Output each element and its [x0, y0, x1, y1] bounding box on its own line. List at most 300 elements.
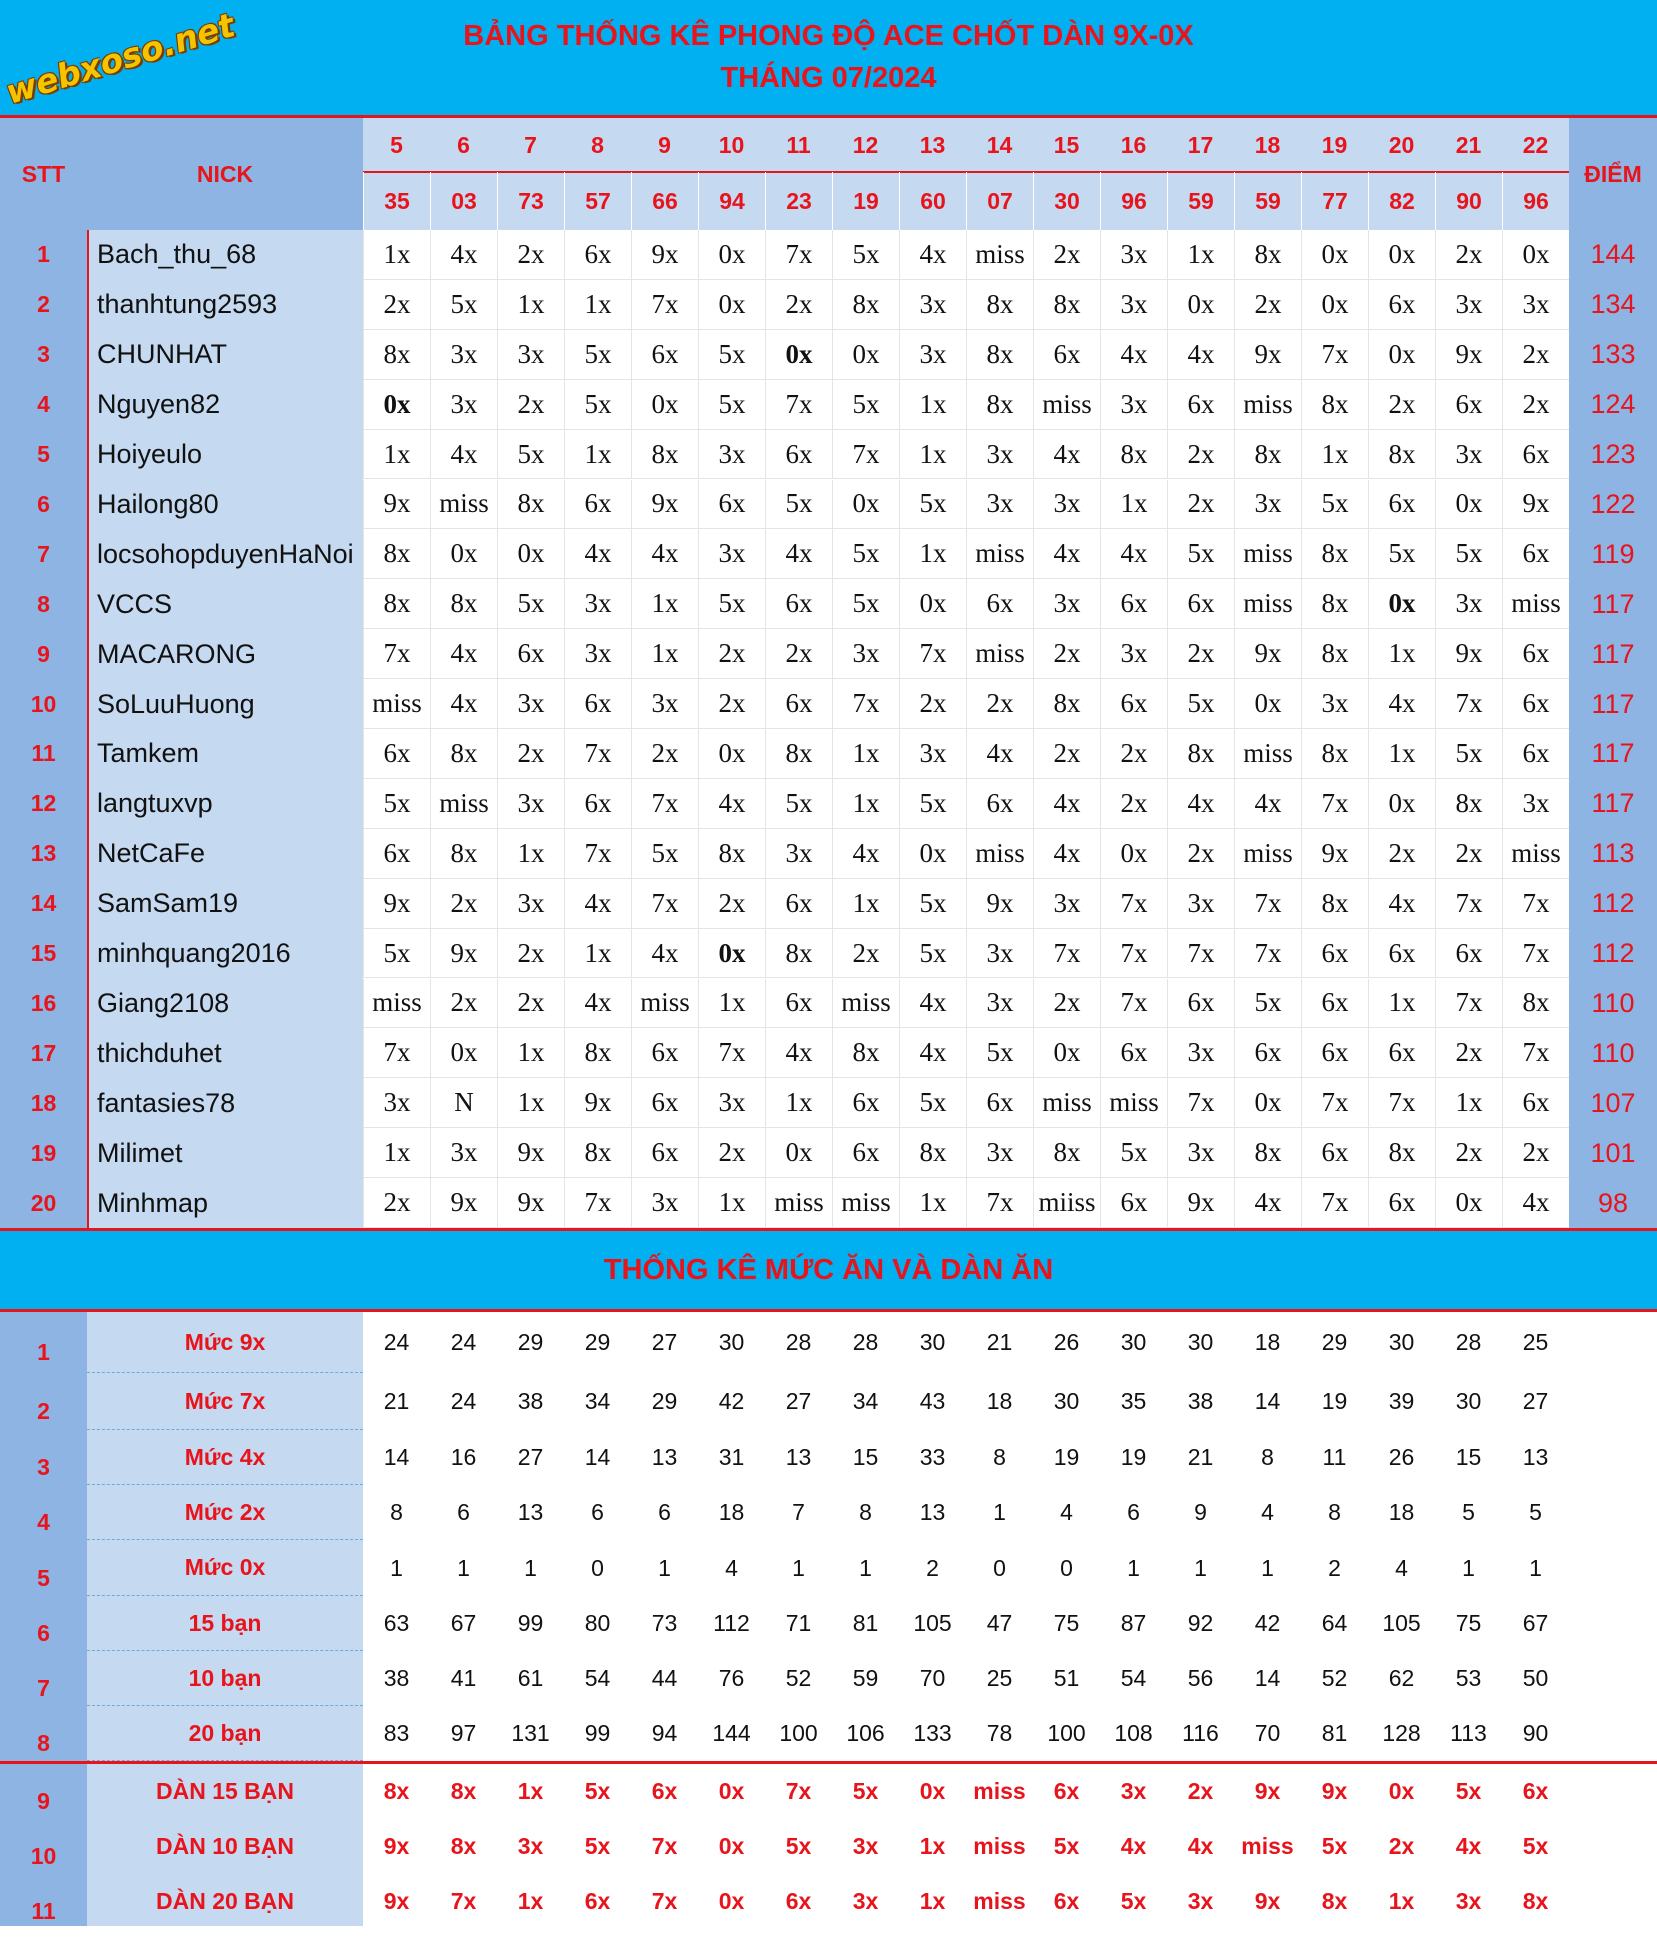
stats-cell: 128	[1382, 1720, 1421, 1746]
result-cell: 5x	[1368, 529, 1435, 579]
result-cell: 6x	[1502, 629, 1569, 679]
dan-label: DÀN 20 BẠN	[155, 1888, 295, 1914]
stats-cell: 47	[986, 1610, 1013, 1636]
stats-cell: 34	[852, 1388, 879, 1414]
result-cell: 3x	[899, 729, 966, 779]
result-cell: 4x	[1368, 879, 1435, 929]
result-cell: miss	[966, 829, 1033, 879]
result-cell: 2x	[1435, 230, 1502, 280]
result-cell: 8x	[564, 1128, 631, 1178]
result-cell: 0x	[430, 529, 497, 579]
result-cell: 2x	[698, 1128, 765, 1178]
result-cell: 6x	[765, 679, 832, 729]
stats-cell: 1	[457, 1554, 470, 1581]
result-cell: 3x	[1167, 1028, 1234, 1078]
dan-cell: 5x	[1053, 1833, 1080, 1859]
result-cell: 8x	[1033, 679, 1100, 729]
result-cell: 6x	[564, 480, 631, 530]
dan-cell: 0x	[1388, 1778, 1415, 1804]
stats-cell: 13	[517, 1499, 544, 1525]
stats-cell: 14	[1254, 1665, 1281, 1691]
dan-cell: 5x	[785, 1833, 812, 1859]
result-cell: miiss	[1033, 1178, 1100, 1228]
stats-cell: 14	[1254, 1388, 1281, 1414]
stats-cell: 0	[993, 1554, 1006, 1581]
result-cell: 4x	[430, 230, 497, 280]
stats-cell: 44	[651, 1665, 678, 1691]
stats-cell: 105	[1382, 1610, 1421, 1636]
result-cell: 7x	[1435, 879, 1502, 929]
result-cell: 6x	[1100, 579, 1167, 629]
dan-cell: 9x	[1254, 1778, 1281, 1804]
row-score: 107	[1590, 1087, 1636, 1118]
day-header: 7	[524, 131, 537, 158]
result-cell: 4x	[1368, 679, 1435, 729]
result-cell: 3x	[966, 1128, 1033, 1178]
day-header: 14	[986, 131, 1013, 158]
stats-cell: 30	[1187, 1329, 1214, 1355]
dan-cell: 1x	[919, 1888, 946, 1914]
result-cell: 3x	[1502, 779, 1569, 829]
stats-cell: 35	[1120, 1388, 1147, 1414]
result-cell: 9x	[631, 230, 698, 280]
stats-label: Mức 2x	[87, 1485, 363, 1540]
result-cell: 0x	[1033, 1028, 1100, 1078]
stats-cell: 80	[584, 1610, 611, 1636]
result-cell: 8x	[966, 380, 1033, 430]
result-cell: 9x	[966, 879, 1033, 929]
stats-cell: 26	[1053, 1329, 1080, 1355]
result-cell: 2x	[1033, 629, 1100, 679]
stats-cell: 29	[1321, 1329, 1348, 1355]
stats-cell: 144	[712, 1720, 751, 1746]
dan-cell: 5x	[1321, 1833, 1348, 1859]
result-header: 59	[1234, 172, 1301, 230]
stats-cell: 70	[1254, 1720, 1281, 1746]
stats-cell: 6	[1127, 1499, 1140, 1525]
stats-cell: 27	[651, 1329, 678, 1355]
stats-cell: 9	[1194, 1499, 1207, 1525]
stats-cell: 70	[919, 1665, 946, 1691]
result-cell: 1x	[899, 380, 966, 430]
result-cell: 8x	[1301, 879, 1368, 929]
stats-cell: 113	[1450, 1720, 1487, 1746]
result-cell: 3x	[698, 529, 765, 579]
result-cell: 0x	[1100, 829, 1167, 879]
row-stt: 10	[30, 690, 57, 717]
result-cell: 6x	[1368, 480, 1435, 530]
result-cell: 2x	[430, 879, 497, 929]
result-cell: 8x	[966, 330, 1033, 380]
result-cell: 0x	[698, 729, 765, 779]
result-cell: 4x	[1502, 1178, 1569, 1228]
row-stt: 13	[30, 840, 57, 867]
result-cell: 2x	[1234, 280, 1301, 330]
result-cell: 1x	[1435, 1078, 1502, 1128]
result-cell: 5x	[1167, 529, 1234, 579]
dan-cell: 5x	[852, 1778, 879, 1804]
stats-cell: 99	[584, 1720, 611, 1746]
result-cell: 2x	[698, 629, 765, 679]
stats-cell: 19	[1053, 1444, 1080, 1470]
result-cell: miss	[430, 779, 497, 829]
stats-cell: 34	[584, 1388, 611, 1414]
stats-cell: 30	[1120, 1329, 1147, 1355]
row-score: 144	[1590, 239, 1636, 270]
day-header: 17	[1187, 131, 1214, 158]
result-cell: 0x	[1301, 230, 1368, 280]
result-cell: 8x	[765, 729, 832, 779]
result-cell: 5x	[430, 280, 497, 330]
result-cell: 6x	[1502, 1078, 1569, 1128]
stats-cell: 75	[1455, 1610, 1482, 1636]
result-cell: 0x	[1368, 230, 1435, 280]
result-cell: 4x	[899, 1028, 966, 1078]
result-cell: 8x	[1502, 979, 1569, 1029]
result-cell: 2x	[1167, 430, 1234, 480]
dan-stt: 9	[37, 1788, 50, 1814]
result-cell: 3x	[631, 1178, 698, 1228]
result-cell: 4x	[564, 879, 631, 929]
dan-cell: 1x	[919, 1833, 946, 1859]
result-cell: 8x	[363, 529, 430, 579]
stats-cell: 4	[1395, 1554, 1408, 1581]
result-cell: 8x	[1301, 380, 1368, 430]
result-cell: 5x	[698, 579, 765, 629]
result-cell: 6x	[1100, 1178, 1167, 1228]
result-cell: 6x	[1435, 380, 1502, 430]
dan-cell: miss	[973, 1833, 1026, 1859]
result-cell: 3x	[1435, 280, 1502, 330]
result-cell: 9x	[497, 1128, 564, 1178]
row-stt: 19	[30, 1139, 57, 1166]
result-cell: 6x	[1502, 679, 1569, 729]
result-cell: 0x	[497, 529, 564, 579]
dan-cell: 1x	[517, 1778, 544, 1804]
result-cell: miss	[966, 529, 1033, 579]
result-header: 35	[363, 172, 430, 230]
result-header: 07	[966, 172, 1033, 230]
row-nick: CHUNHAT	[97, 339, 227, 370]
result-cell: 6x	[698, 480, 765, 530]
row-stt: 15	[30, 940, 57, 967]
row-score: 124	[1590, 389, 1636, 420]
stats-cell: 56	[1187, 1665, 1214, 1691]
dan-cell: 9x	[1254, 1888, 1281, 1914]
stats-cell: 5	[1529, 1499, 1542, 1525]
result-cell: 8x	[1368, 1128, 1435, 1178]
result-cell: 9x	[1435, 330, 1502, 380]
result-cell: 0x	[363, 380, 430, 430]
result-cell: 7x	[832, 430, 899, 480]
result-cell: 4x	[765, 529, 832, 579]
stats-cell: 25	[986, 1665, 1013, 1691]
row-stt: 7	[37, 540, 50, 567]
stats-cell: 18	[986, 1388, 1013, 1414]
stats-cell: 21	[986, 1329, 1013, 1355]
stats-cell: 1	[658, 1554, 671, 1581]
result-cell: 3x	[966, 480, 1033, 530]
result-cell: 1x	[497, 829, 564, 879]
result-cell: 2x	[497, 230, 564, 280]
stats-cell: 18	[718, 1499, 745, 1525]
row-score: 113	[1591, 838, 1635, 869]
result-cell: 2x	[363, 1178, 430, 1228]
result-cell: 6x	[363, 729, 430, 779]
result-cell: 3x	[1100, 230, 1167, 280]
stats-cell: 27	[517, 1444, 544, 1470]
dan-cell: 3x	[852, 1888, 879, 1914]
stats-cell: 19	[1321, 1388, 1348, 1414]
stats-cell: 1	[1462, 1554, 1475, 1581]
stats-cell: 4	[1261, 1499, 1274, 1525]
result-cell: 6x	[765, 579, 832, 629]
result-cell: miss	[363, 979, 430, 1029]
dan-cell: 3x	[1120, 1778, 1147, 1804]
stats-cell: 15	[852, 1444, 879, 1470]
result-cell: 0x	[1167, 280, 1234, 330]
result-cell: 8x	[430, 579, 497, 629]
result-cell: 1x	[899, 529, 966, 579]
result-cell: 4x	[1033, 529, 1100, 579]
result-cell: 2x	[1435, 829, 1502, 879]
result-cell: 3x	[564, 629, 631, 679]
result-cell: 7x	[1167, 1078, 1234, 1128]
dan-label: DÀN 15 BẠN	[155, 1778, 295, 1804]
result-cell: 2x	[698, 879, 765, 929]
result-cell: miss	[765, 1178, 832, 1228]
stats-cell: 1	[524, 1554, 537, 1581]
result-cell: 6x	[765, 879, 832, 929]
stats-cell: 13	[1522, 1444, 1549, 1470]
dan-cell: 8x	[1522, 1888, 1549, 1914]
result-header: 96	[1100, 172, 1167, 230]
stats-cell: 38	[1187, 1388, 1214, 1414]
stats-cell: 76	[718, 1665, 745, 1691]
result-cell: 3x	[430, 380, 497, 430]
result-cell: 1x	[564, 430, 631, 480]
result-cell: 8x	[1301, 729, 1368, 779]
row-nick: VCCS	[97, 588, 173, 619]
page-subtitle: THÁNG 07/2024	[720, 62, 937, 94]
result-cell: 7x	[1234, 929, 1301, 979]
stats-stt: 6	[37, 1620, 50, 1646]
dan-stt: 11	[31, 1898, 56, 1924]
result-cell: miss	[1502, 579, 1569, 629]
row-stt: 14	[30, 890, 57, 917]
stats-cell: 133	[913, 1720, 952, 1746]
stats-label: 20 bạn	[87, 1706, 363, 1761]
stats-cell: 67	[450, 1610, 477, 1636]
result-cell: miss	[1033, 1078, 1100, 1128]
row-stt: 5	[37, 441, 50, 468]
stats-cell: 14	[584, 1444, 611, 1470]
stats-cell: 15	[1455, 1444, 1482, 1470]
dan-cell: 0x	[718, 1778, 745, 1804]
result-cell: 2x	[1167, 629, 1234, 679]
result-cell: 6x	[1301, 979, 1368, 1029]
result-cell: 5x	[832, 579, 899, 629]
dan-cell: 5x	[584, 1778, 611, 1804]
result-cell: 3x	[899, 280, 966, 330]
stats-cell: 67	[1522, 1610, 1549, 1636]
result-cell: 5x	[497, 430, 564, 480]
stats-cell: 1	[993, 1499, 1006, 1525]
day-header: 20	[1388, 131, 1415, 158]
result-cell: 4x	[1033, 779, 1100, 829]
result-cell: 7x	[1435, 679, 1502, 729]
result-cell: 5x	[832, 529, 899, 579]
stats-cell: 0	[591, 1554, 604, 1581]
result-cell: 7x	[1100, 929, 1167, 979]
result-cell: 4x	[966, 729, 1033, 779]
result-cell: 7x	[1167, 929, 1234, 979]
result-cell: 1x	[899, 1178, 966, 1228]
result-cell: 5x	[1435, 729, 1502, 779]
result-cell: 4x	[1033, 829, 1100, 879]
result-cell: 8x	[966, 280, 1033, 330]
stats-cell: 81	[852, 1610, 879, 1636]
result-cell: 2x	[497, 979, 564, 1029]
dan-cell: 6x	[1522, 1778, 1549, 1804]
result-cell: 2x	[1435, 1128, 1502, 1178]
result-cell: 2x	[1435, 1028, 1502, 1078]
result-cell: 9x	[1502, 480, 1569, 530]
result-cell: 1x	[765, 1078, 832, 1128]
result-cell: 1x	[1100, 480, 1167, 530]
row-nick: SoLuuHuong	[97, 688, 255, 719]
row-nick: SamSam19	[97, 888, 239, 919]
result-cell: 8x	[1301, 579, 1368, 629]
result-cell: 1x	[497, 1078, 564, 1128]
result-cell: 1x	[698, 979, 765, 1029]
stats-cell: 51	[1053, 1665, 1080, 1691]
stats-cell: 2	[926, 1554, 939, 1581]
result-cell: 2x	[1033, 729, 1100, 779]
result-cell: 6x	[832, 1128, 899, 1178]
result-cell: 7x	[966, 1178, 1033, 1228]
result-cell: 4x	[430, 629, 497, 679]
stats-cell: 30	[919, 1329, 946, 1355]
stats-stt: 3	[37, 1454, 50, 1480]
result-cell: 5x	[363, 929, 430, 979]
result-cell: 2x	[698, 679, 765, 729]
dan-cell: miss	[1241, 1833, 1294, 1859]
stats-cell: 116	[1182, 1720, 1219, 1746]
result-cell: 4x	[765, 1028, 832, 1078]
result-cell: 7x	[1368, 1078, 1435, 1128]
stats-stt: 8	[37, 1730, 50, 1756]
result-cell: 6x	[631, 1128, 698, 1178]
result-cell: 2x	[765, 280, 832, 330]
result-cell: 3x	[1100, 629, 1167, 679]
page-title: BẢNG THỐNG KÊ PHONG ĐỘ ACE CHỐT DÀN 9X-0X	[463, 20, 1194, 52]
result-cell: 5x	[497, 579, 564, 629]
result-cell: 5x	[899, 879, 966, 929]
dan-cell: 8x	[450, 1833, 477, 1859]
stats-label: Mức 0x	[87, 1540, 363, 1596]
stats-cell: 1	[792, 1554, 805, 1581]
result-cell: 5x	[899, 779, 966, 829]
stats-cell: 105	[913, 1610, 952, 1636]
stats-cell: 73	[651, 1610, 678, 1636]
result-cell: 1x	[1167, 230, 1234, 280]
result-cell: 6x	[1502, 430, 1569, 480]
stats-label: Mức 9x	[87, 1312, 363, 1373]
result-cell: 3x	[1033, 579, 1100, 629]
stats-cell: 38	[517, 1388, 544, 1414]
stats-stt: 5	[37, 1564, 50, 1591]
row-nick: thichduhet	[97, 1037, 222, 1068]
dan-cell: 1x	[517, 1888, 544, 1914]
result-cell: 5x	[1435, 529, 1502, 579]
result-cell: 9x	[430, 929, 497, 979]
result-cell: 5x	[832, 230, 899, 280]
row-stt: 20	[30, 1189, 57, 1216]
dan-cell: 4x	[1187, 1833, 1214, 1859]
result-header: 66	[631, 172, 698, 230]
stats-cell: 5	[1462, 1499, 1475, 1525]
result-cell: 8x	[1301, 529, 1368, 579]
row-score: 117	[1591, 788, 1635, 819]
result-cell: 6x	[631, 1078, 698, 1128]
stats-cell: 1	[1529, 1554, 1542, 1581]
stats-cell: 14	[383, 1444, 410, 1470]
stats-cell: 18	[1254, 1329, 1281, 1355]
result-cell: 3x	[1234, 480, 1301, 530]
dan-cell: 8x	[1321, 1888, 1348, 1914]
result-cell: 6x	[1435, 929, 1502, 979]
result-cell: 6x	[1100, 1028, 1167, 1078]
stats-stt: 1	[37, 1339, 50, 1365]
stats-cell: 100	[1047, 1720, 1086, 1746]
result-cell: 6x	[966, 579, 1033, 629]
result-cell: miss	[966, 629, 1033, 679]
dan-cell: 2x	[1388, 1833, 1415, 1859]
result-cell: 2x	[1033, 979, 1100, 1029]
row-stt: 11	[31, 740, 56, 767]
result-cell: miss	[631, 979, 698, 1029]
result-cell: 8x	[1234, 230, 1301, 280]
result-cell: 1x	[832, 879, 899, 929]
result-header: 23	[765, 172, 832, 230]
stats-cell: 30	[1053, 1388, 1080, 1414]
result-cell: 8x	[1167, 729, 1234, 779]
stats-cell: 28	[852, 1329, 879, 1355]
result-cell: 6x	[966, 1078, 1033, 1128]
result-cell: 1x	[1301, 430, 1368, 480]
result-cell: 7x	[631, 879, 698, 929]
result-cell: 6x	[765, 430, 832, 480]
stats-cell: 30	[1388, 1329, 1415, 1355]
result-cell: 3x	[899, 330, 966, 380]
result-cell: 5x	[899, 480, 966, 530]
result-cell: 5x	[363, 779, 430, 829]
day-header: 6	[457, 131, 470, 158]
result-cell: 7x	[631, 280, 698, 330]
dan-cell: 5x	[1455, 1778, 1482, 1804]
row-stt: 16	[30, 989, 57, 1016]
row-score: 117	[1591, 638, 1635, 669]
result-cell: 8x	[1033, 280, 1100, 330]
result-cell: 3x	[631, 679, 698, 729]
result-cell: 0x	[631, 380, 698, 430]
result-cell: 6x	[564, 779, 631, 829]
day-header: 19	[1321, 131, 1348, 158]
result-cell: 2x	[1502, 330, 1569, 380]
row-score: 117	[1591, 738, 1635, 769]
result-cell: 1x	[899, 430, 966, 480]
